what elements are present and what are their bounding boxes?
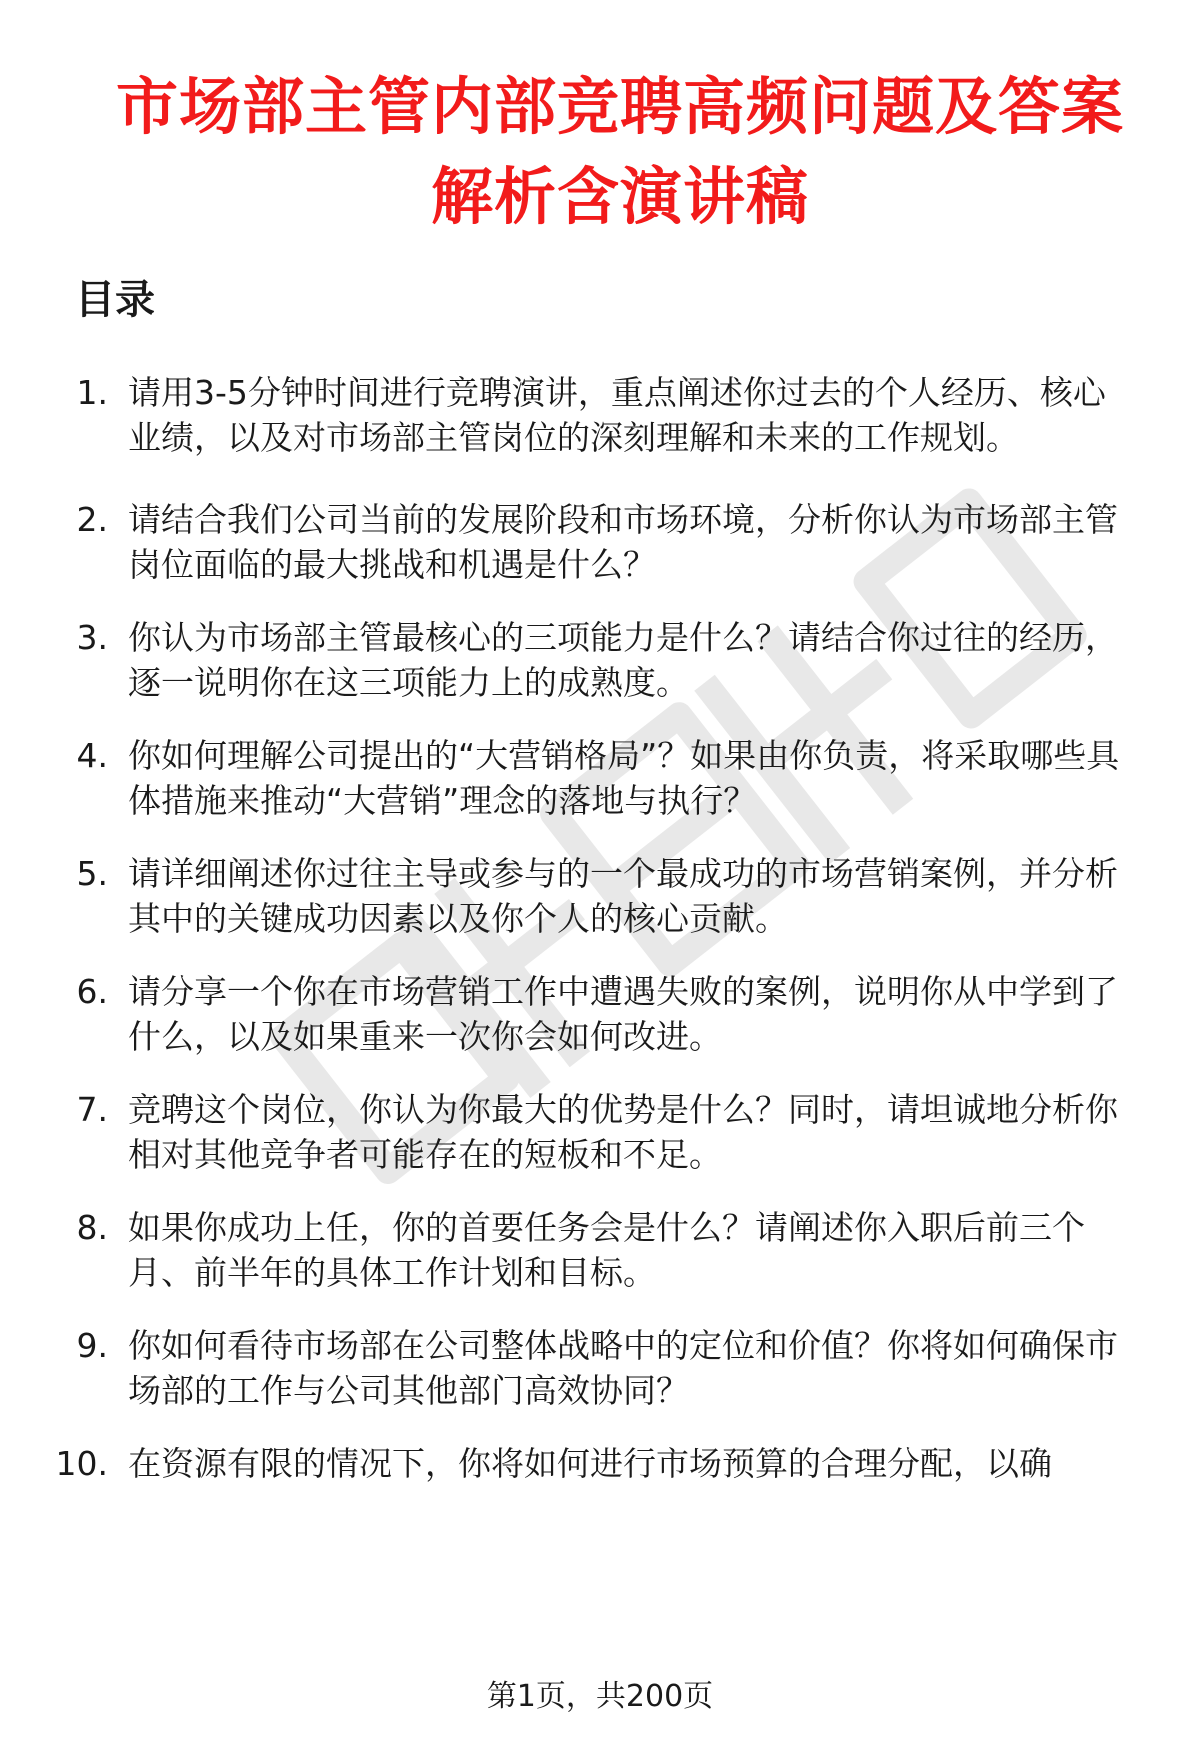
toc-item-number: 1.	[76, 373, 108, 412]
page-footer: 第1页，共200页	[486, 1679, 714, 1714]
toc-item-number: 7.	[76, 1090, 108, 1129]
toc-item-text: 你认为市场部主管最核心的三项能力是什么？请结合你过往的经历，逐一说明你在这三项能力上的成熟度。	[128, 618, 1118, 702]
toc-item-text: 请详细阐述你过往主导或参与的一个最成功的市场营销案例，并分析其中的关键成功因素以及你个人的核心贡献。	[128, 854, 1118, 938]
toc-item-number: 10.	[55, 1444, 108, 1483]
toc-item-text: 你如何理解公司提出的“大营销格局”？如果由你负责，将采取哪些具体措施来推动“大营销”理念的落地与执行？	[128, 736, 1120, 820]
toc-item-number: 3.	[76, 618, 108, 657]
toc-heading: 目录	[75, 277, 155, 323]
document-title: 市场部主管内部竞聘高频问题及答案解析含演讲稿	[115, 70, 1124, 233]
toc-item-number: 2.	[76, 500, 108, 539]
toc-item-number: 5.	[76, 854, 108, 893]
toc-item-text: 你如何看待市场部在公司整体战略中的定位和价值？你将如何确保市场部的工作与公司其他部门高效协同？	[128, 1326, 1118, 1410]
toc-item-number: 8.	[76, 1208, 108, 1247]
toc-item-text: 请结合我们公司当前的发展阶段和市场环境，分析你认为市场部主管岗位面临的最大挑战和机遇是什么？	[128, 500, 1118, 584]
toc-item-text: 竞聘这个岗位，你认为你最大的优势是什么？同时，请坦诚地分析你相对其他竞争者可能存在的短板和不足。	[128, 1090, 1118, 1174]
toc-item-text: 在资源有限的情况下，你将如何进行市场预算的合理分配，以确	[128, 1444, 1052, 1483]
toc-item-number: 4.	[76, 736, 108, 775]
toc-item-number: 9.	[76, 1326, 108, 1365]
toc-item-text: 请分享一个你在市场营销工作中遭遇失败的案例，说明你从中学到了什么，以及如果重来一次你会如何改进。	[128, 972, 1118, 1056]
toc-item-text: 请用3-5分钟时间进行竞聘演讲，重点阐述你过去的个人经历、核心业绩，以及对市场部主管岗位的深刻理解和未来的工作规划。	[128, 373, 1106, 457]
toc-item-number: 6.	[76, 972, 108, 1011]
toc-item[interactable]	[0, 1441, 1200, 1491]
toc-item-text: 如果你成功上任，你的首要任务会是什么？请阐述你入职后前三个月、前半年的具体工作计划和目标。	[128, 1208, 1085, 1292]
